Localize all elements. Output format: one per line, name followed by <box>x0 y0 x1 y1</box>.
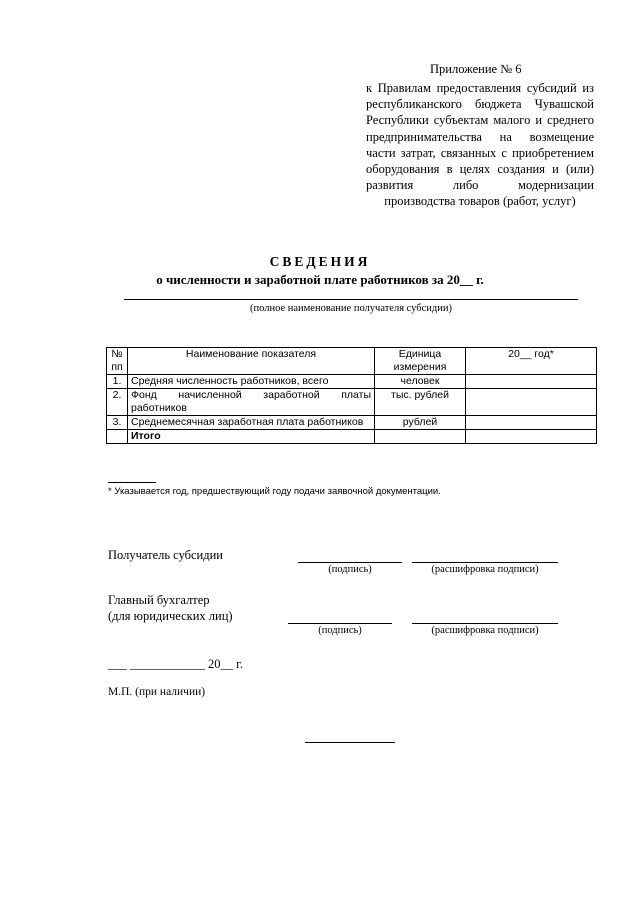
accountant-decoding-line[interactable] <box>412 623 558 624</box>
table-row <box>107 416 597 430</box>
closing-separator <box>305 742 395 743</box>
data-table <box>106 347 597 444</box>
accountant-signature-caption: (подпись) <box>318 625 362 636</box>
table-total-row <box>107 430 597 444</box>
document-title: СВЕДЕНИЯ <box>269 254 371 269</box>
accountant-label: Главный бухгалтер <box>108 593 210 607</box>
recipient-signature-caption: (подпись) <box>328 564 372 575</box>
row-number: 3. <box>107 416 128 430</box>
row-indicator: Фонд начисленной заработной платы работников <box>128 389 375 416</box>
header-indicator: Наименование показателя <box>128 348 375 375</box>
header-year: 20__ год* <box>466 348 597 375</box>
row-value-cell[interactable] <box>466 375 597 389</box>
footnote: * Указывается год, предшествующий году подачи заявочной документации. <box>108 486 441 497</box>
recipient-name-line[interactable] <box>124 299 578 300</box>
total-unit <box>375 430 466 444</box>
accountant-decoding-caption: (расшифровка подписи) <box>431 625 539 636</box>
row-unit: тыс. рублей <box>375 389 466 416</box>
appendix-body: к Правилам предоставления субсидий из республиканского бюджета Чувашской Республики субъектам малого и среднего предпринимательства на возмещение части затрат, связанных с приобретением оборудования в целях создания и (или) развития либо модернизации производства товаров (работ, услуг) <box>366 81 594 209</box>
recipient-signature-line[interactable] <box>298 562 402 563</box>
header-unit: Единица измерения <box>375 348 466 375</box>
document-subtitle: о численности и заработной плате работников за 20__ г. <box>156 272 484 287</box>
row-number: 2. <box>107 389 128 416</box>
accountant-sublabel: (для юридических лиц) <box>108 609 233 623</box>
recipient-decoding-line[interactable] <box>412 562 558 563</box>
row-indicator: Среднемесячная заработная плата работников <box>128 416 375 430</box>
row-value-cell[interactable] <box>466 416 597 430</box>
total-value-cell[interactable] <box>466 430 597 444</box>
appendix-title: Приложение № 6 <box>430 62 522 76</box>
row-value-cell[interactable] <box>466 389 597 416</box>
recipient-decoding-caption: (расшифровка подписи) <box>431 564 539 575</box>
header-number: № пп <box>107 348 128 375</box>
stamp-note: М.П. (при наличии) <box>108 686 206 698</box>
total-number <box>107 430 128 444</box>
row-unit: человек <box>375 375 466 389</box>
row-unit: рублей <box>375 416 466 430</box>
table-row <box>107 389 597 416</box>
table-row <box>107 375 597 389</box>
row-number: 1. <box>107 375 128 389</box>
recipient-name-caption: (полное наименование получателя субсидии) <box>250 303 452 314</box>
footnote-separator <box>108 482 156 483</box>
accountant-signature-line[interactable] <box>288 623 392 624</box>
table-header-row <box>107 348 597 375</box>
total-label: Итого <box>128 430 375 444</box>
date-line[interactable]: ___ ____________ 20__ г. <box>108 657 243 671</box>
recipient-label: Получатель субсидии <box>108 548 223 562</box>
row-indicator: Средняя численность работников, всего <box>128 375 375 389</box>
